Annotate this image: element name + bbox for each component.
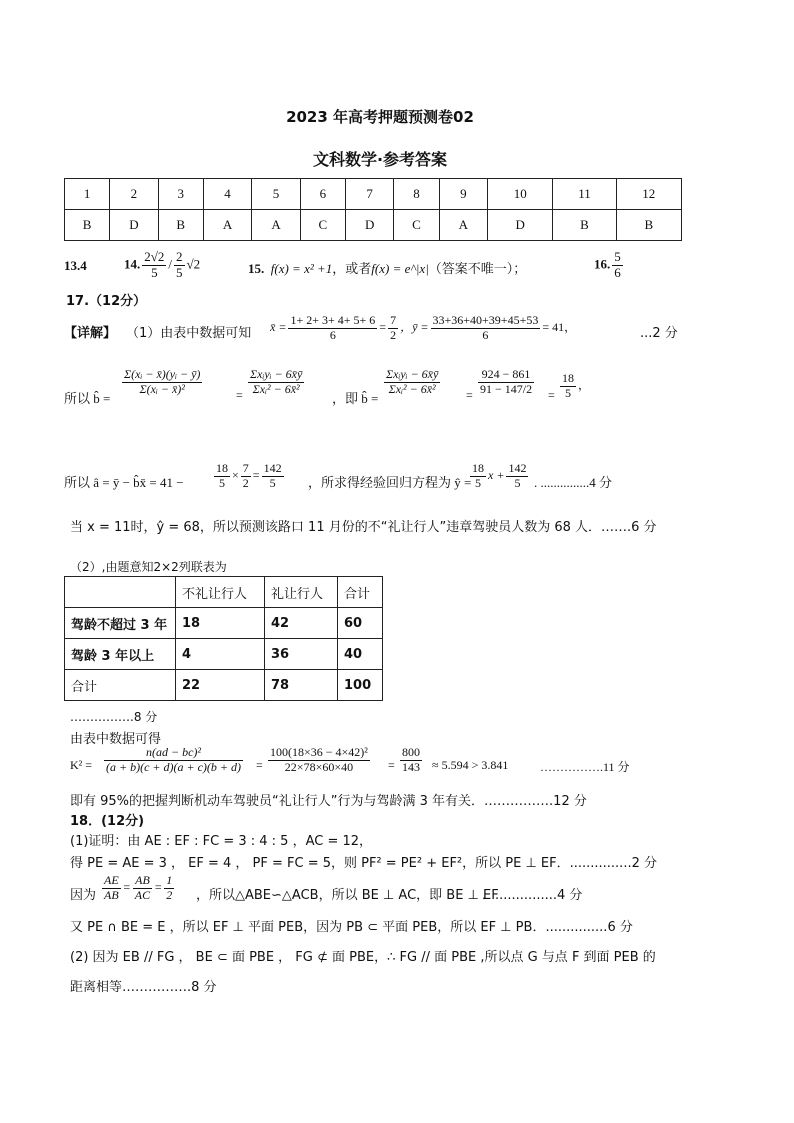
reg-f1-den: 5 [475,475,481,490]
answer-15-expr2: f(x) = e^|x| [371,261,429,276]
xbar-eq: = [379,320,387,335]
answer-letter-cell: C [300,210,345,241]
k2-tail: ≈ 5.594 > 3.841 [432,758,509,772]
answer-number-cell: 2 [110,179,159,210]
k2-num2: 100(18×36 − 4×42)² [270,745,368,759]
ahat-eq: = [252,468,260,483]
detail-label: 【详解】 [64,326,117,341]
ahat-f2-den: 2 [242,475,249,490]
answer-number-cell: 12 [616,179,681,210]
score-12: …………….12 分 [484,794,587,809]
k2-eq1: = [256,758,263,772]
bhat-val-num: 18 [562,371,574,385]
ahat-f2-num: 7 [242,461,249,475]
bhat-num2: Σxᵢyᵢ − 6x̄ȳ [250,367,303,381]
ct-cell: 22 [176,670,265,701]
ct-cell: 100 [338,670,383,701]
q18-line-5: (2) 因为 EB // FG ， BE ⊂ 面 PBE ， FG ⊄ 面 PBE，∴ FG // 面 PBE ,所以点 G 与点 F 到面 PEB 的 [70,950,656,965]
answer-number-cell: 9 [439,179,488,210]
k2-lhs: K² = [70,758,93,772]
bhat-formula-3 [382,368,442,397]
answer-14-label: 14. [124,256,141,272]
xbar-val-num: 7 [390,313,397,327]
reg-f2-den: 5 [514,475,521,490]
q18-line-2 [70,852,657,871]
score-4: . ...............4 分 [534,475,613,490]
q18-f1-num: AE [104,873,119,887]
ct-cell: 42 [265,608,338,639]
answer-number-cell: 7 [345,179,394,210]
answer-letter-cell: A [252,210,301,241]
bhat-num3: Σxᵢyᵢ − 6x̄ȳ [386,367,439,381]
answer-14-frac2-num: 2 [176,249,183,264]
prediction-text: 当 x = 11时，ŷ = 68，所以预测该路口 11 月份的不“礼让行人”违章驾驶员人数为 68 人． [70,520,602,535]
k2-formula-1 [102,746,245,775]
answer-16-den: 6 [614,264,621,280]
q18-line-6-text: 距离相等 [70,980,123,995]
ybar-num: 33+36+40+39+45+53 [432,313,539,327]
answer-letter-cell: B [553,210,616,241]
answer-letter-cell: B [158,210,203,241]
bhat-formula-2 [246,368,306,397]
q18-l3-post: ，所以△ABE∽△ACB，所以 BE ⊥ AC，即 BE ⊥ EF [196,888,499,903]
q18-score-2: ．...............2 分 [556,856,657,871]
answer-letter-cell: B [616,210,681,241]
q17-heading: 17.（12分） [66,294,147,309]
bhat-intro: 所以 b̂ = [64,391,111,406]
bhat-eq3: = [548,388,555,402]
bhat-num1: Σ(xᵢ − x̄)(yᵢ − ȳ) [124,367,201,381]
q18-eq2: = [154,880,163,895]
ct-header-cell: 不礼让行人 [176,577,265,608]
ct-cell: 60 [338,608,383,639]
ct-cell: 36 [265,639,338,670]
xbar-num: 1+ 2+ 3+ 4+ 5+ 6 [290,313,376,327]
answer-number-cell: 3 [158,179,203,210]
ct-cell: 合计 [65,670,176,701]
score-11: …………….11 分 [540,760,630,774]
ahat-times: × [232,468,239,483]
ybar-den: 6 [482,327,489,342]
answer-letter-cell: D [110,210,159,241]
bhat-num4: 924 − 861 [478,368,534,383]
xbar-symbol: x̄ = [270,320,287,335]
answer-number-cell: 10 [488,179,553,210]
reg-f1-num: 18 [472,461,484,475]
answer-number-cell: 1 [65,179,110,210]
q18-line-2-text: 得 PE = AE = 3 ， EF = 4 ， PF = FC = 5，则 PF² = PE² + EF²，所以 PE ⊥ EF [70,856,557,871]
score-6: …….6 分 [601,520,657,535]
contingency-table [64,576,383,701]
ct-header-row [65,577,383,608]
reg-f2-num: 142 [508,461,527,475]
q18-f3-num: 1 [166,873,173,887]
answer-15-label: 15. [248,261,265,276]
ct-header-cell: 合计 [338,577,383,608]
ct-cell: 18 [176,608,265,639]
q18-line-4-text: 又 PE ∩ BE = E ，所以 EF ⊥ 平面 PEB，因为 PB ⊂ 平面 PEB，所以 EF ⊥ PB [70,920,533,935]
answer-number-cell: 11 [553,179,616,210]
answer-14-frac1-den: 5 [151,264,158,280]
xbar-val-den: 2 [390,327,397,342]
q18-f1-den: AB [104,887,119,902]
answer-letter-cell: D [345,210,394,241]
ct-cell: 4 [176,639,265,670]
q18-score-4: ．...............4 分 [482,888,583,903]
answer-number-cell: 5 [252,179,301,210]
ct-header-cell [65,577,176,608]
score-2: ...2 分 [640,326,678,341]
answer-number-cell: 4 [203,179,252,210]
ct-cell: 驾龄 3 年以上 [65,639,176,670]
bhat-value [558,372,590,401]
exam-title: 2023 年高考押题预测卷02 [286,108,474,126]
ct-row [65,639,383,670]
answer-number-cell: 6 [300,179,345,210]
bhat-den4: 91 − 147/2 [480,381,533,396]
answer-14-frac2-den: 5 [176,264,183,280]
answer-15-expr1: f(x) = x² +1 [270,261,333,276]
bhat-formula-4 [476,368,536,397]
k2-den3: 143 [402,759,420,774]
answer-letter-cell: A [439,210,488,241]
answer-letter-cell: D [488,210,553,241]
answer-letter-cell: B [65,210,110,241]
xbar-formula [270,314,576,343]
q18-f2-den: AC [134,887,151,902]
q18-f2-num: AB [133,874,152,889]
ybar-val: = 41， [542,320,577,335]
q18-line-6 [70,976,217,995]
answer-14-frac1-num: 2√2 [144,249,165,264]
k2-den1: (a + b)(c + d)(a + c)(b + d) [106,759,242,774]
answer-letter-cell: A [203,210,252,241]
q18-l3-pre: 因为 [70,888,97,903]
answer-15-note: （答案不唯一）； [428,261,527,276]
ct-cell: 40 [338,639,383,670]
score-8-q17: …………….8 分 [70,710,158,724]
k2-formula-3 [398,746,424,775]
q18-eq1: = [122,880,131,895]
ct-cell: 驾龄不超过 3 年 [65,608,176,639]
bhat-formula-1 [120,368,204,397]
ahat-f3-den: 5 [269,475,276,490]
answer-15-or: ，或者 [332,261,372,276]
q17-conclusion [70,790,587,809]
q18-heading: 18．(12分) [70,814,145,829]
q18-f3-den: 2 [166,887,173,902]
bhat-eq2: = [466,388,473,402]
q18-line-1: (1)证明：由 AE : EF : FC = 3 : 4 : 5 ，AC = 12， [70,834,373,849]
ct-cell: 78 [265,670,338,701]
ahat-formula [212,462,286,491]
answer-table [64,178,682,241]
ct-header-cell: 礼让行人 [265,577,338,608]
answer-14-sep: / [168,256,173,272]
regression-text: ，所求得经验回归方程为 ŷ = [308,475,472,490]
q18-score-8: …………….8 分 [122,980,217,995]
regression-formula [468,462,530,491]
reg-mid: x + [488,468,505,483]
answer-14-tail: √2 [186,256,201,272]
ahat-intro: 所以 â = ȳ − b̂x̄ = 41 − [64,475,184,490]
bhat-eq1: = [236,388,243,402]
bhat-den1: Σ(xᵢ − x̄)² [139,381,185,396]
answer-number-cell: 8 [394,179,439,210]
ybar-symbol: ，ȳ = [400,320,429,335]
answer-table-number-row [65,179,682,210]
bhat-den3: Σxᵢ² − 6x̄² [388,381,436,396]
bhat-den2: Σxᵢ² − 6x̄² [252,381,300,396]
q18-score-6: ．...............6 分 [532,920,633,935]
ahat-f1-num: 18 [216,461,228,475]
from-table-text: 由表中数据可得 [70,732,162,747]
bhat-val-den: 5 [565,385,571,400]
k2-num1: n(ad − bc)² [104,746,243,761]
ahat-f1-den: 5 [219,475,225,490]
answer-16-num: 5 [614,249,621,264]
part1-intro: （1）由表中数据可知 [126,326,252,341]
xbar-den: 6 [329,327,336,342]
answer-15 [248,258,526,277]
bhat-then: ，即 b̂ = [332,391,379,406]
k2-den2: 22×78×60×40 [284,759,354,774]
q18-line-4 [70,916,633,935]
ct-row [65,670,383,701]
k2-num3: 800 [402,745,420,759]
answer-16 [594,250,625,281]
q17-prediction [70,516,657,535]
answer-letter-cell: C [394,210,439,241]
conclusion-text: 即有 95%的把握判断机动车驾驶员“礼让行人”行为与驾龄满 3 年有关． [70,794,485,809]
answer-14 [124,250,200,281]
exam-subtitle: 文科数学·参考答案 [312,150,448,169]
part2-intro: （2）,由题意知2×2列联表为 [70,560,227,574]
k2-formula-2 [266,746,372,775]
answer-13: 13.4 [64,258,87,273]
answer-table-answer-row [65,210,682,241]
k2-eq2: = [388,758,395,772]
ct-row [65,608,383,639]
ahat-f3-num: 142 [263,461,282,475]
q18-ratio-formula [100,874,176,903]
bhat-end: ， [578,378,591,393]
answer-16-label: 16. [594,256,611,272]
